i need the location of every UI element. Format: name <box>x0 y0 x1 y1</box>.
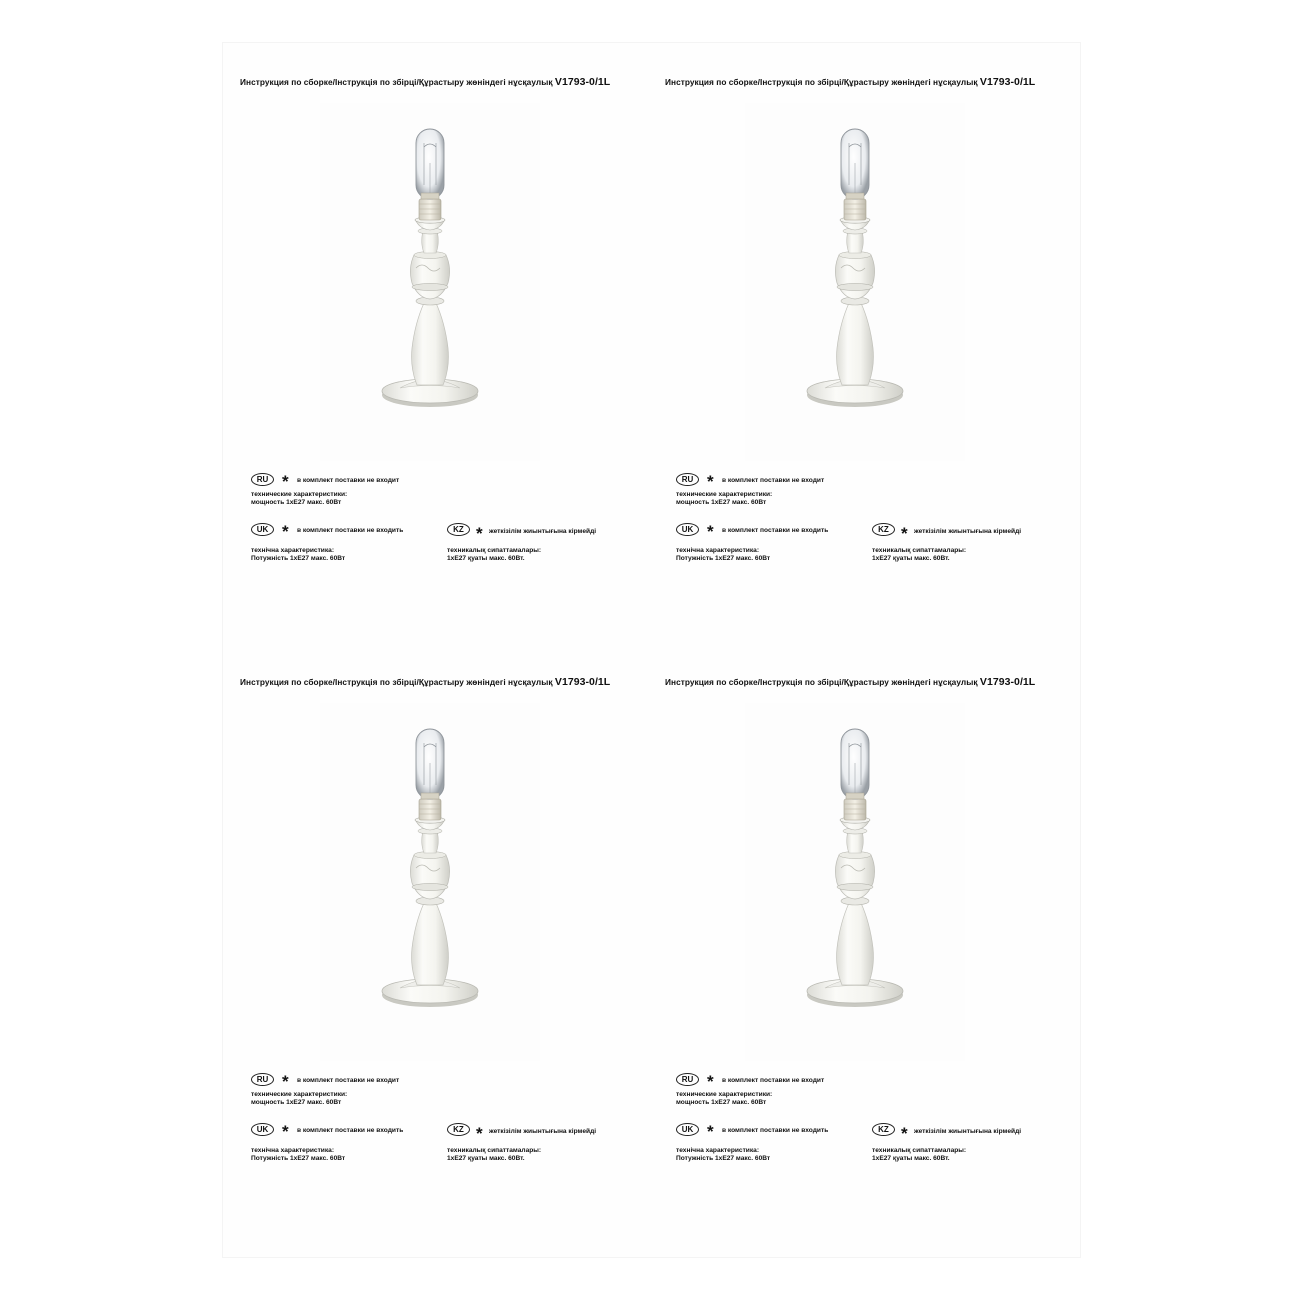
instruction-panel-4 <box>648 643 1068 1233</box>
star-icon: * <box>282 472 289 491</box>
uk-spec-heading: технічна характеристика: <box>676 547 760 554</box>
kz-spec-heading: техникалық сипаттамалары: <box>872 1147 967 1154</box>
uk-badge: UK <box>676 523 699 536</box>
uk-badge: UK <box>251 523 274 536</box>
ru-note: в комплект поставки не входит <box>297 477 400 484</box>
panel-title <box>665 676 1035 688</box>
model-code: V1793-0/1L <box>554 76 611 88</box>
ru-spec <box>251 1091 347 1108</box>
ru-spec-heading: технические характеристики: <box>251 1091 348 1098</box>
ru-badge: RU <box>676 473 699 486</box>
kz-note: жеткізілім жиынтығына кірмейді <box>914 1128 1022 1135</box>
kz-spec-value: 1хЕ27 қуаты макс. 60Вт. <box>447 555 525 563</box>
star-icon: * <box>707 1122 714 1141</box>
kz-spec-heading: техникалық сипаттамалары: <box>447 547 542 554</box>
uk-spec-value: Потужність 1хЕ27 макс. 60Вт <box>676 1155 771 1163</box>
star-icon: * <box>707 522 714 541</box>
ru-note: в комплект поставки не входит <box>722 1077 825 1084</box>
ru-spec-value: мощность 1хЕ27 макс. 60Вт <box>251 1099 342 1107</box>
uk-spec <box>251 1147 345 1164</box>
uk-spec-heading: технічна характеристика: <box>676 1147 760 1154</box>
uk-note: в комплект поставки не входить <box>722 527 829 534</box>
ru-spec <box>676 491 772 508</box>
star-icon: * <box>901 524 908 543</box>
uk-spec-value: Потужність 1хЕ27 макс. 60Вт <box>251 1155 346 1163</box>
uk-spec-value: Потужність 1хЕ27 макс. 60Вт <box>251 555 346 563</box>
uk-note: в комплект поставки не входить <box>297 1127 404 1134</box>
lamp-photo <box>320 103 540 461</box>
ru-spec-value: мощность 1хЕ27 макс. 60Вт <box>251 499 342 507</box>
ru-spec-heading: технические характеристики: <box>251 491 348 498</box>
kz-badge: KZ <box>447 1123 470 1136</box>
kz-note: жеткізілім жиынтығына кірмейді <box>489 528 597 535</box>
ru-badge: RU <box>251 1073 274 1086</box>
ru-badge: RU <box>251 473 274 486</box>
instruction-panel-2 <box>648 43 1068 633</box>
lamp-photo <box>320 703 540 1061</box>
star-icon: * <box>901 1124 908 1143</box>
instruction-panel-1 <box>223 43 643 633</box>
title-text: Инструкция по сборке/Інструкція по збірці/Құрастыру жөніндегі нұсқаулық <box>665 677 978 687</box>
kz-badge: KZ <box>872 1123 895 1136</box>
kz-spec-value: 1хЕ27 қуаты макс. 60Вт. <box>872 1155 950 1163</box>
ru-badge: RU <box>676 1073 699 1086</box>
kz-spec <box>872 547 966 564</box>
title-text: Инструкция по сборке/Інструкція по збірці/Құрастыру жөніндегі нұсқаулық <box>665 77 978 87</box>
title-text: Инструкция по сборке/Інструкція по збірці/Құрастыру жөніндегі нұсқаулық <box>240 77 553 87</box>
ru-spec-value: мощность 1хЕ27 макс. 60Вт <box>676 499 767 507</box>
panel-title <box>240 676 610 688</box>
ru-spec-value: мощность 1хЕ27 макс. 60Вт <box>676 1099 767 1107</box>
kz-spec-heading: техникалық сипаттамалары: <box>447 1147 542 1154</box>
kz-spec-heading: техникалық сипаттамалары: <box>872 547 967 554</box>
uk-spec-heading: технічна характеристика: <box>251 547 335 554</box>
kz-spec <box>872 1147 966 1164</box>
star-icon: * <box>282 1122 289 1141</box>
uk-spec <box>676 1147 770 1164</box>
title-text: Инструкция по сборке/Інструкція по збірці/Құрастыру жөніндегі нұсқаулық <box>240 677 553 687</box>
panel-title <box>240 76 610 88</box>
uk-spec <box>251 547 345 564</box>
star-icon: * <box>282 522 289 541</box>
panel-title <box>665 76 1035 88</box>
kz-spec-value: 1хЕ27 қуаты макс. 60Вт. <box>447 1155 525 1163</box>
model-code: V1793-0/1L <box>979 676 1036 688</box>
ru-spec <box>676 1091 772 1108</box>
uk-badge: UK <box>251 1123 274 1136</box>
star-icon: * <box>476 1124 483 1143</box>
ru-note: в комплект поставки не входит <box>722 477 825 484</box>
star-icon: * <box>707 472 714 491</box>
star-icon: * <box>476 524 483 543</box>
kz-note: жеткізілім жиынтығына кірмейді <box>914 528 1022 535</box>
lamp-photo <box>745 703 965 1061</box>
kz-badge: KZ <box>447 523 470 536</box>
uk-spec <box>676 547 770 564</box>
instruction-panel-3 <box>223 643 643 1233</box>
star-icon: * <box>707 1072 714 1091</box>
model-code: V1793-0/1L <box>979 76 1036 88</box>
star-icon: * <box>282 1072 289 1091</box>
ru-note: в комплект поставки не входит <box>297 1077 400 1084</box>
uk-spec-heading: технічна характеристика: <box>251 1147 335 1154</box>
kz-badge: KZ <box>872 523 895 536</box>
ru-spec-heading: технические характеристики: <box>676 491 773 498</box>
uk-note: в комплект поставки не входить <box>297 527 404 534</box>
kz-note: жеткізілім жиынтығына кірмейді <box>489 1128 597 1135</box>
ru-spec <box>251 491 347 508</box>
kz-spec <box>447 1147 541 1164</box>
model-code: V1793-0/1L <box>554 676 611 688</box>
uk-spec-value: Потужність 1хЕ27 макс. 60Вт <box>676 555 771 563</box>
uk-badge: UK <box>676 1123 699 1136</box>
uk-note: в комплект поставки не входить <box>722 1127 829 1134</box>
print-sheet <box>223 43 1080 1257</box>
ru-spec-heading: технические характеристики: <box>676 1091 773 1098</box>
lamp-photo <box>745 103 965 461</box>
kz-spec-value: 1хЕ27 қуаты макс. 60Вт. <box>872 555 950 563</box>
kz-spec <box>447 547 541 564</box>
